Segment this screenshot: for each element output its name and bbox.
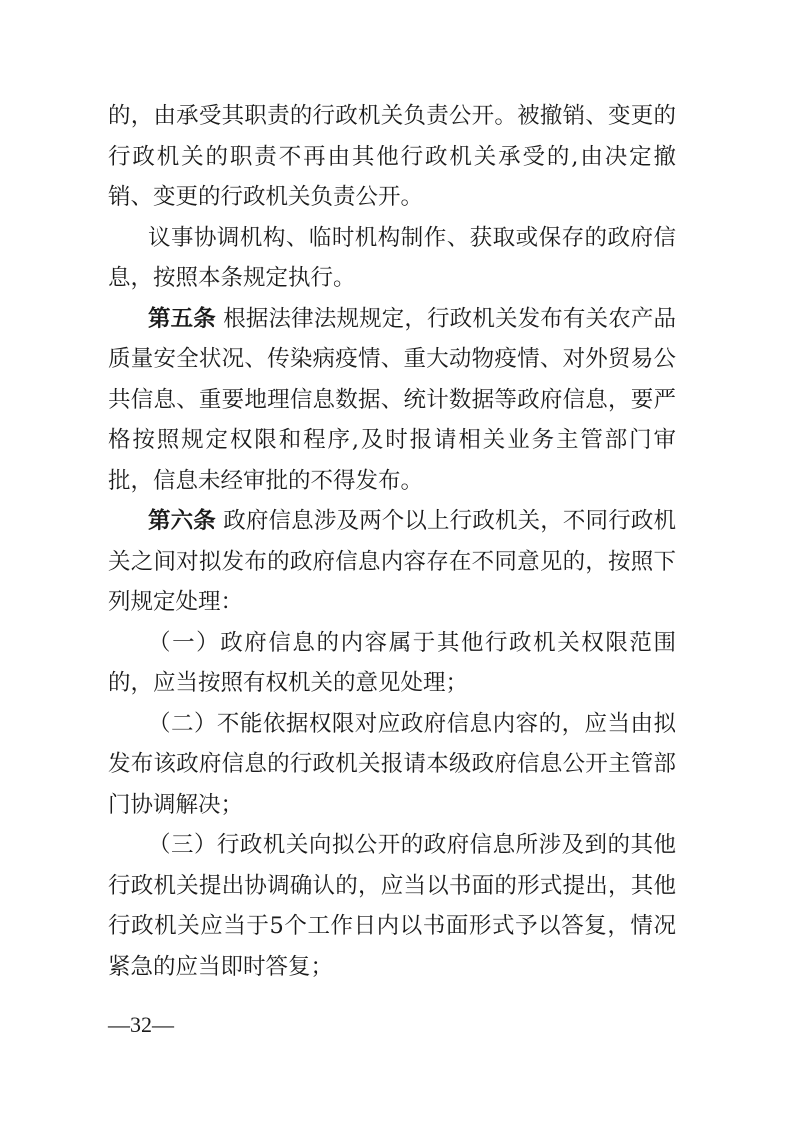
list-item-3 <box>108 825 676 987</box>
article-5 <box>108 299 676 502</box>
list-item-1 <box>108 623 676 704</box>
article-text: 根据法律法规规定，行政机关发布有关农产品质量安全状况、传染病疫情、重大动物疫情、对外贸易公共信息、重要地理信息数据、统计数据等政府信息，要严格按照规定权限和程序,及时报请相关业务主管部门审批，信息未经审批的不得发布。 <box>108 305 676 494</box>
article-heading: 第五条 <box>148 305 216 332</box>
paragraph-text: 议事协调机构、临时机构制作、获取或保存的政府信息，按照本条规定执行。 <box>108 224 676 291</box>
article-heading: 第六条 <box>148 508 216 534</box>
page-number: —32— <box>108 1012 174 1037</box>
body-text <box>108 96 676 987</box>
list-item-text: （二）不能依据权限对应政府信息内容的，应当由拟发布该政府信息的行政机关报请本级政府信息公开主管部门协调解决； <box>108 710 676 818</box>
article-text: 政府信息涉及两个以上行政机关，不同行政机关之间对拟发布的政府信息内容存在不同意见的，按照下列规定处理： <box>108 508 676 615</box>
list-item-2 <box>108 704 676 826</box>
paragraph-continuation <box>108 96 676 218</box>
article-6 <box>108 501 676 623</box>
list-item-text: （三）行政机关向拟公开的政府信息所涉及到的其他行政机关提出协调确认的，应当以书面的形式提出，其他行政机关应当于5个工作日内以书面形式予以答复，情况紧急的应当即时答复； <box>108 832 676 980</box>
paragraph-text: 的，由承受其职责的行政机关负责公开。被撤销、变更的行政机关的职责不再由其他行政机关承受的,由决定撤销、变更的行政机关负责公开。 <box>108 103 676 210</box>
paragraph-coordination-bodies <box>108 218 676 299</box>
list-item-text: （一）政府信息的内容属于其他行政机关权限范围的，应当按照有权机关的意见处理； <box>108 629 676 696</box>
